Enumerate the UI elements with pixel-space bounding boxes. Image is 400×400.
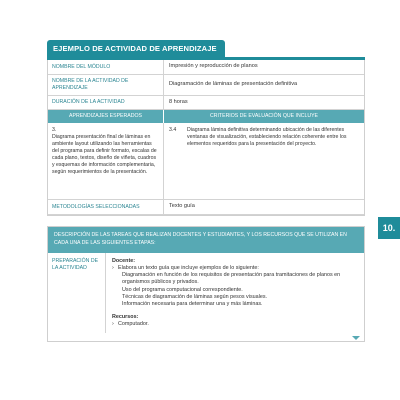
- docente-subitems: [112, 272, 358, 308]
- chevron-right-icon: ›: [112, 320, 114, 327]
- row-actividad: [48, 75, 364, 96]
- value-metodologias: Texto guía: [169, 203, 195, 210]
- criterio-cell: [164, 123, 364, 199]
- label-preparacion: PREPARACIÓN DE LA ACTIVIDAD: [48, 253, 106, 334]
- label-metodologias: METODOLOGÍAS SELECCIONADAS: [48, 200, 164, 214]
- recursos-item: Computador.: [118, 320, 149, 327]
- criteria-row: [48, 123, 364, 200]
- docente-bullet-text: Elabora un texto guía que incluye ejemplos de lo siguiente:: [118, 264, 259, 271]
- label-modulo: NOMBRE DEL MÓDULO: [48, 60, 164, 74]
- aprendizaje-number: 3.: [52, 127, 57, 134]
- header-aprendizajes: APRENDIZAJES ESPERADOS: [48, 110, 164, 123]
- label-duracion: DURACIÓN DE LA ACTIVIDAD: [48, 96, 164, 110]
- list-item: Uso del programa computacional correspondiente.: [122, 286, 243, 293]
- page-title: EJEMPLO DE ACTIVIDAD DE APRENDIZAJE: [47, 40, 225, 57]
- docente-bullet: [112, 265, 358, 272]
- activity-table: [47, 60, 365, 216]
- activity-document: [47, 40, 365, 342]
- aprendizaje-cell: [48, 123, 164, 199]
- section-gap: [47, 216, 365, 226]
- recursos-bullet: [112, 321, 358, 328]
- label-actividad: NOMBRE DE LA ACTIVIDAD DE APRENDIZAJE: [48, 75, 164, 95]
- preparacion-row: [48, 253, 364, 334]
- row-duracion: [48, 96, 364, 111]
- list-item: Diagramación en función de los requisitos de presentación para tramitaciones de planos en organismos públicos y privados.: [122, 272, 341, 286]
- header-criterios: CRITERIOS DE EVALUACIÓN QUE INCLUYE: [210, 113, 318, 120]
- row-modulo: [48, 60, 364, 75]
- tasks-description: DESCRIPCIÓN DE LAS TAREAS QUE REALIZAN DOCENTES Y ESTUDIANTES, Y LOS RECURSOS QUE SE UTILIZAN EN CADA UNA DE LAS SIGUIENTES ETAPAS:: [48, 227, 364, 253]
- aprendizaje-text: Diagrama presentación final de láminas en ambiente layout utilizando las herramientas del programa para definir formato, escalas de cada plano, textos, diseño de viñeta, cuadros y esquemas de información complementaria, según requerimientos de la presentación.: [52, 134, 157, 176]
- table-footer: [48, 333, 364, 341]
- recursos-title: Recursos:: [112, 313, 139, 320]
- docente-title: Docente:: [112, 257, 136, 264]
- page-number-badge: 10.: [378, 217, 400, 239]
- tasks-table: [47, 226, 365, 342]
- criterio-text: Diagrama lámina definitiva determinando ubicación de las diferentes ventanas de visualización, estableciendo relación coherente entre los elementos requeridos para la presentación del proyecto.: [187, 127, 347, 148]
- value-modulo: Impresión y reproducción de planos: [169, 63, 258, 70]
- criteria-header-row: [48, 110, 364, 123]
- criterio-number: 3.4: [169, 127, 177, 134]
- value-actividad: Diagramación de láminas de presentación definitiva: [169, 81, 298, 88]
- value-duracion: 8 horas: [169, 98, 188, 105]
- chevron-right-icon: ›: [112, 264, 114, 271]
- triangle-down-icon: [352, 336, 360, 340]
- list-item: Información necesaria para determinar una y más láminas.: [122, 301, 263, 308]
- list-item: Técnicas de diagramación de láminas según pesos visuales.: [122, 294, 268, 301]
- row-metodologias: [48, 200, 364, 215]
- preparacion-body: [106, 253, 364, 334]
